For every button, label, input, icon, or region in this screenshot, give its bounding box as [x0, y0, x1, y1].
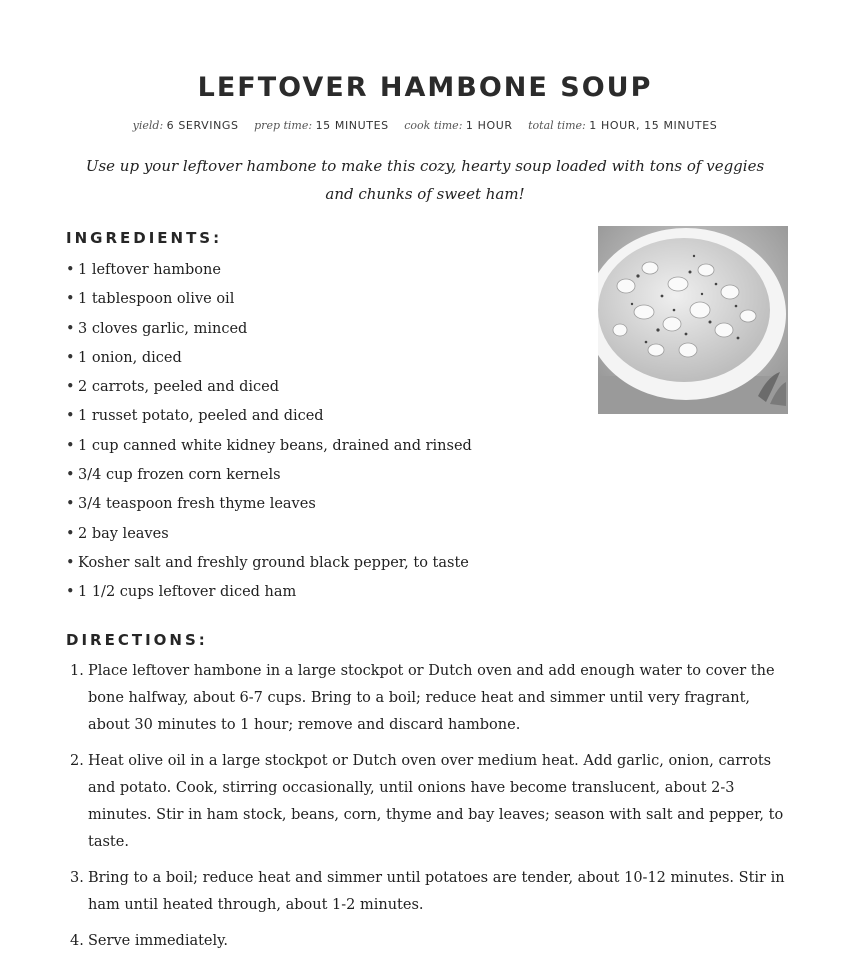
ingredient-item: • 1 tablespoon olive oil	[66, 285, 472, 314]
directions-heading: DIRECTIONS:	[66, 631, 208, 649]
ingredient-item: • 1 leftover hambone	[66, 256, 472, 285]
recipe-meta	[0, 119, 850, 132]
direction-step	[70, 928, 790, 955]
direction-step	[70, 748, 790, 856]
total-time-value: 1 HOUR, 15 MINUTES	[589, 119, 718, 132]
step-text: Serve immediately.	[88, 933, 229, 949]
ingredient-item: • 1 onion, diced	[66, 344, 472, 373]
recipe-title: LEFTOVER HAMBONE SOUP	[197, 72, 653, 103]
direction-step	[70, 658, 790, 739]
total-time-label: total time:	[528, 119, 586, 132]
ingredient-item: • 2 carrots, peeled and diced	[66, 373, 472, 402]
ingredients-heading: INGREDIENTS:	[66, 229, 223, 247]
ingredient-item: • 3 cloves garlic, minced	[66, 315, 472, 344]
directions-list	[70, 658, 790, 964]
ingredient-item: • 1 cup canned white kidney beans, drained and rinsed	[66, 432, 472, 461]
step-text: Place leftover hambone in a large stockpot or Dutch oven and add enough water to cover the bone halfway, about 6-7 cups. Bring to a boil; reduce heat and simmer until very fragrant, about 30 minutes to 1 hour; remove and discard hambone.	[88, 663, 775, 733]
cook-time-label: cook time:	[404, 119, 463, 132]
step-text: Heat olive oil in a large stockpot or Dutch oven over medium heat. Add garlic, onion, carrots and potato. Cook, stirring occasionally, until onions have become translucent, about 2-3 minutes. Stir in ham stock, beans, corn, thyme and bay leaves; season with salt and pepper, to taste.	[88, 753, 784, 850]
prep-time-label: prep time:	[254, 119, 313, 132]
yield-label: yield:	[132, 119, 164, 132]
recipe-intro: Use up your leftover hambone to make this cozy, hearty soup loaded with tons of veggies and chunks of sweet ham!	[85, 157, 765, 203]
step-number: 2.	[70, 753, 84, 769]
ingredient-item: • Kosher salt and freshly ground black pepper, to taste	[66, 549, 472, 578]
prep-time-value: 15 MINUTES	[315, 119, 389, 132]
ingredient-item: • 1 russet potato, peeled and diced	[66, 402, 472, 431]
cook-time-value: 1 HOUR	[465, 119, 513, 132]
ingredients-list	[66, 256, 472, 608]
step-number: 3.	[70, 870, 84, 886]
step-text: Bring to a boil; reduce heat and simmer until potatoes are tender, about 10-12 minutes. Stir in ham until heated through, about 1-2 minutes.	[88, 870, 785, 913]
ingredient-item: • 3/4 cup frozen corn kernels	[66, 461, 472, 490]
soup-bowl-illustration	[598, 226, 788, 414]
soup-bowl-photo	[598, 226, 788, 414]
ingredient-item: • 2 bay leaves	[66, 520, 472, 549]
ingredient-item: • 1 1/2 cups leftover diced ham	[66, 578, 472, 607]
step-number: 1.	[70, 663, 84, 679]
yield-value: 6 SERVINGS	[166, 119, 239, 132]
step-number: 4.	[70, 933, 84, 949]
direction-step	[70, 865, 790, 919]
ingredient-item: • 3/4 teaspoon fresh thyme leaves	[66, 490, 472, 519]
